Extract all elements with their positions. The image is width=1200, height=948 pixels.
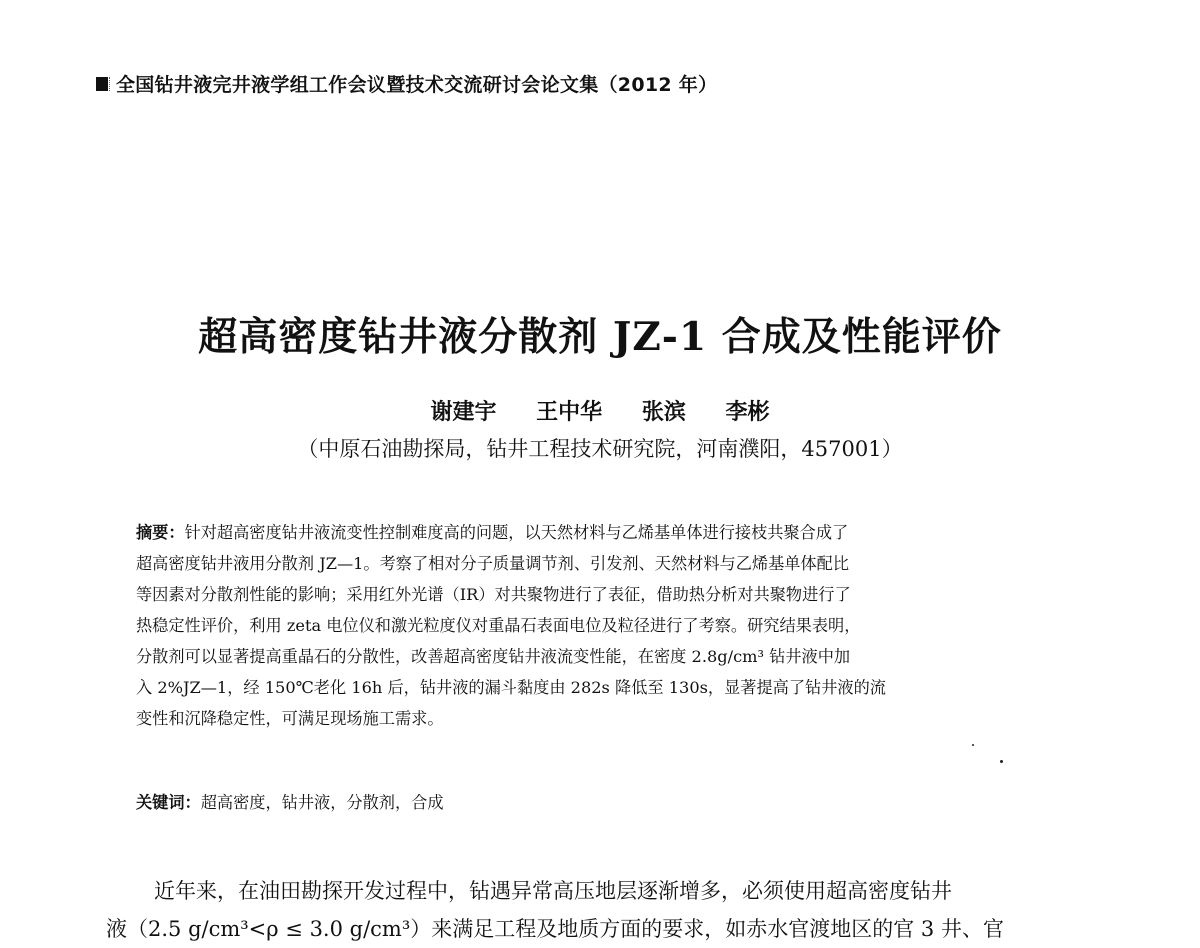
header-square-icon (96, 77, 108, 91)
abstract (136, 517, 1071, 734)
body-paragraph (106, 872, 1096, 948)
abstract-line (136, 517, 1071, 548)
abstract-line: 变性和沉降稳定性，可满足现场施工需求。 (136, 709, 444, 728)
abstract-line: 热稳定性评价，利用 zeta 电位仪和激光粒度仪对重晶石表面电位及粒径进行了考察。研究结果表明， (136, 616, 861, 635)
keywords (136, 789, 1071, 817)
author-name: 谢建宇 (430, 399, 497, 425)
author-list (0, 395, 1200, 426)
author-name: 李彬 (725, 399, 770, 425)
abstract-line: 入 2%JZ—1，经 150℃老化 16h 后，钻井液的漏斗黏度由 282s 降低至 130s，显著提高了钻井液的流 (136, 678, 886, 697)
abstract-line: 超高密度钻井液用分散剂 JZ—1。考察了相对分子质量调节剂、引发剂、天然材料与乙烯基单体配比 (136, 554, 850, 573)
affiliation: （中原石油勘探局，钻井工程技术研究院，河南濮阳，457001） (297, 437, 903, 461)
abstract-line: 等因素对分散剂性能的影响；采用红外光谱（IR）对共聚物进行了表征，借助热分析对共聚物进行了 (136, 585, 851, 604)
running-title: 全国钻井液完井液学组工作会议暨技术交流研讨会论文集（2012 年） (116, 74, 718, 96)
scan-speck (972, 744, 974, 746)
abstract-text: 针对超高密度钻井液流变性控制难度高的问题，以天然材料与乙烯基单体进行接枝共聚合成了 (184, 523, 849, 542)
scan-speck (1000, 760, 1003, 763)
abstract-label: 摘要： (136, 523, 185, 542)
author-name: 王中华 (536, 399, 603, 425)
keywords-text: 超高密度，钻井液，分散剂，合成 (200, 793, 444, 812)
body-line: 近年来，在油田勘探开发过程中，钻遇异常高压地层逐渐增多，必须使用超高密度钻井 (154, 879, 952, 903)
keywords-label: 关键词： (136, 793, 201, 812)
body-line: 液（2.5 g/cm³<ρ ≤ 3.0 g/cm³）来满足工程及地质方面的要求，如赤水官渡地区的官 3 井、官 (106, 917, 1004, 941)
author-name: 张滨 (641, 399, 686, 425)
abstract-line: 分散剂可以显著提高重晶石的分散性，改善超高密度钻井液流变性能，在密度 2.8g/cm³ 钻井液中加 (136, 647, 851, 666)
paper-title: 超高密度钻井液分散剂 JZ-1 合成及性能评价 (198, 314, 1002, 360)
running-header (96, 70, 717, 97)
